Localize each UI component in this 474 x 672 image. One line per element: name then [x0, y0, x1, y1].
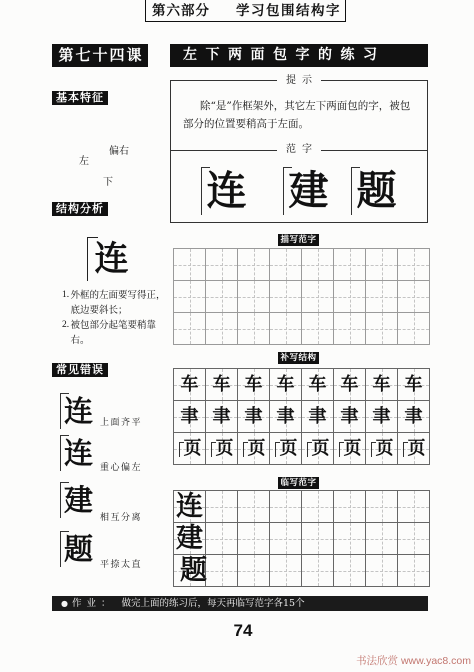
- basic-features-tag: 基本特征: [52, 91, 108, 105]
- trace-cell: [270, 281, 302, 313]
- copy-model-char: 建: [176, 523, 203, 554]
- structure-part-char: 页: [183, 438, 202, 459]
- note-line: 底边要斜长；: [70, 305, 128, 316]
- copy-model-char: 连: [176, 491, 203, 522]
- lesson-title-banner: 左下两面包字的练习: [170, 44, 428, 67]
- hint-line: 除“是”作框架外，其它左下两面包的字，被包: [200, 100, 411, 112]
- complete-cell: [302, 369, 334, 401]
- error-char: 连: [60, 435, 96, 471]
- complete-cell: [238, 433, 270, 465]
- structure-part-char: 车: [244, 374, 263, 395]
- note-line: 右。: [70, 335, 90, 346]
- trace-cell: [334, 281, 366, 313]
- structure-part-char: 车: [308, 374, 327, 395]
- structure-part-char: 聿: [276, 406, 295, 427]
- grid-row: [174, 249, 430, 281]
- structure-part-char: 页: [279, 438, 298, 459]
- copy-cell: [206, 523, 238, 555]
- error-caption: 相互分离: [100, 513, 143, 523]
- structure-part-char: 页: [343, 438, 362, 459]
- model-char: 建: [283, 167, 333, 215]
- watermark: 书法欣赏 www.yac8.com: [356, 655, 471, 667]
- error-char: 连: [60, 393, 96, 429]
- copy-cell: [334, 491, 366, 523]
- complete-cell: [270, 433, 302, 465]
- complete-cell: [238, 401, 270, 433]
- trace-cell: [206, 313, 238, 345]
- copy-cell: [398, 555, 430, 587]
- complete-cell: [174, 369, 206, 401]
- model-label: 范字: [277, 144, 321, 155]
- copy-cell: [174, 523, 206, 555]
- trace-cell: [366, 281, 398, 313]
- structure-part-char: 页: [247, 438, 266, 459]
- structure-part-char: 车: [212, 374, 231, 395]
- trace-cell: [206, 281, 238, 313]
- diagram-label-bottom: 下: [103, 177, 113, 188]
- copy-cell: [366, 555, 398, 587]
- trace-cell: [270, 249, 302, 281]
- grid-row: [174, 369, 430, 401]
- homework-bar: [52, 596, 428, 611]
- complete-cell: [174, 433, 206, 465]
- copy-cell: [334, 523, 366, 555]
- lesson-number-banner: 第七十四课: [52, 44, 148, 67]
- structure-analysis-tag: 结构分析: [52, 202, 108, 216]
- copy-cell: [238, 491, 270, 523]
- error-caption: 平捺太直: [100, 560, 143, 570]
- trace-cell: [302, 281, 334, 313]
- trace-cell: [366, 249, 398, 281]
- structure-part-char: 聿: [340, 406, 359, 427]
- complete-grid: [173, 368, 430, 465]
- complete-cell: [366, 433, 398, 465]
- complete-cell: [398, 369, 430, 401]
- grid-row: [174, 313, 430, 345]
- copy-model-char: 题: [180, 555, 207, 586]
- copy-cell: [174, 555, 206, 587]
- note-number: 2.: [62, 320, 70, 330]
- hint-box: [170, 75, 428, 223]
- structure-part-char: 车: [404, 374, 423, 395]
- grid-row: [174, 555, 430, 587]
- trace-cell: [238, 249, 270, 281]
- error-caption: 重心偏左: [100, 463, 143, 473]
- error-caption: 上面齐平: [100, 418, 143, 428]
- section-header: [145, 0, 346, 22]
- copy-cell: [302, 491, 334, 523]
- grid-row: [174, 491, 430, 523]
- complete-cell: [366, 369, 398, 401]
- note-line: 外框的左面要写得正，: [70, 290, 166, 301]
- structure-part-char: 聿: [244, 406, 263, 427]
- copy-cell: [302, 523, 334, 555]
- complete-cell: [302, 433, 334, 465]
- diagram-label-upper-right: 偏右: [109, 146, 129, 157]
- complete-cell: [270, 401, 302, 433]
- trace-cell: [398, 249, 430, 281]
- complete-cell: [366, 401, 398, 433]
- copy-cell: [334, 555, 366, 587]
- complete-cell: [238, 369, 270, 401]
- trace-cell: [174, 281, 206, 313]
- grid-row: [174, 523, 430, 555]
- trace-cell: [238, 281, 270, 313]
- grid-row: [174, 281, 430, 313]
- trace-cell: [334, 313, 366, 345]
- copy-cell: [366, 491, 398, 523]
- trace-cell: [270, 313, 302, 345]
- copy-cell: [238, 523, 270, 555]
- complete-cell: [206, 369, 238, 401]
- structure-part-char: 页: [311, 438, 330, 459]
- hint-line: 部分的位置要稍高于左面。: [183, 118, 309, 130]
- structure-part-char: 页: [215, 438, 234, 459]
- trace-cell: [366, 313, 398, 345]
- grid-row: [174, 401, 430, 433]
- structure-part-char: 聿: [308, 406, 327, 427]
- complete-cell: [270, 369, 302, 401]
- structure-part-char: 车: [276, 374, 295, 395]
- structure-part-char: 页: [407, 438, 426, 459]
- copy-cell: [206, 555, 238, 587]
- error-char: 建: [60, 482, 96, 518]
- copy-cell: [270, 555, 302, 587]
- complete-cell: [174, 401, 206, 433]
- trace-cell: [174, 313, 206, 345]
- complete-cell: [398, 401, 430, 433]
- trace-cell: [334, 249, 366, 281]
- copy-cell: [398, 523, 430, 555]
- trace-cell: [238, 313, 270, 345]
- trace-cell: [206, 249, 238, 281]
- model-char: 连: [201, 167, 251, 215]
- hint-text: [183, 97, 410, 133]
- trace-cell: [398, 281, 430, 313]
- complete-cell: [206, 433, 238, 465]
- analysis-note: [62, 288, 166, 318]
- structure-part-char: 聿: [372, 406, 391, 427]
- copy-cell: [302, 555, 334, 587]
- complete-cell: [334, 369, 366, 401]
- grid-row: [174, 433, 430, 465]
- part-label: 第六部分: [152, 3, 210, 19]
- hint-label: 提示: [277, 75, 321, 86]
- trace-cell: [174, 249, 206, 281]
- copy-grid: [173, 490, 430, 587]
- structure-part-char: 聿: [212, 406, 231, 427]
- structure-part-char: 车: [180, 374, 199, 395]
- trace-grid: [173, 248, 430, 345]
- note-line: 被包部分起笔要稍靠: [70, 320, 157, 331]
- note-number: 1.: [62, 290, 70, 300]
- trace-cell: [302, 249, 334, 281]
- complete-cell: [398, 433, 430, 465]
- common-errors-tag: 常见错误: [52, 363, 108, 377]
- structure-example-char: 连: [94, 239, 129, 279]
- complete-cell: [334, 433, 366, 465]
- analysis-notes: [62, 288, 166, 348]
- structure-part-char: 聿: [404, 406, 423, 427]
- copy-cell: [174, 491, 206, 523]
- diagram-label-left: 左: [79, 156, 89, 167]
- structure-example-box: [87, 237, 135, 281]
- copy-cell: [206, 491, 238, 523]
- trace-tag: 描写范字: [278, 234, 319, 246]
- model-label-wrap: [171, 144, 427, 156]
- copy-tag: 临写范字: [278, 477, 319, 489]
- error-char: 题: [60, 531, 96, 567]
- homework-text: 做完上面的练习后，每天再临写范字各15个: [121, 598, 305, 609]
- structure-part-char: 车: [372, 374, 391, 395]
- structure-part-char: 聿: [180, 406, 199, 427]
- copy-cell: [270, 523, 302, 555]
- complete-cell: [334, 401, 366, 433]
- structure-part-char: 页: [375, 438, 394, 459]
- copy-cell: [270, 491, 302, 523]
- bullet-icon: ●: [61, 599, 68, 608]
- copy-cell: [398, 491, 430, 523]
- homework-label: 作业：: [72, 598, 116, 609]
- page-number: 74: [233, 621, 253, 640]
- structure-part-char: 车: [340, 374, 359, 395]
- part-title: 学习包围结构字: [236, 3, 341, 19]
- analysis-note: [62, 318, 166, 348]
- copy-cell: [238, 555, 270, 587]
- trace-cell: [302, 313, 334, 345]
- copy-cell: [366, 523, 398, 555]
- complete-tag: 补写结构: [278, 352, 319, 364]
- model-char: 题: [351, 167, 401, 215]
- complete-cell: [206, 401, 238, 433]
- trace-cell: [398, 313, 430, 345]
- complete-cell: [302, 401, 334, 433]
- hint-label-wrap: [171, 75, 427, 87]
